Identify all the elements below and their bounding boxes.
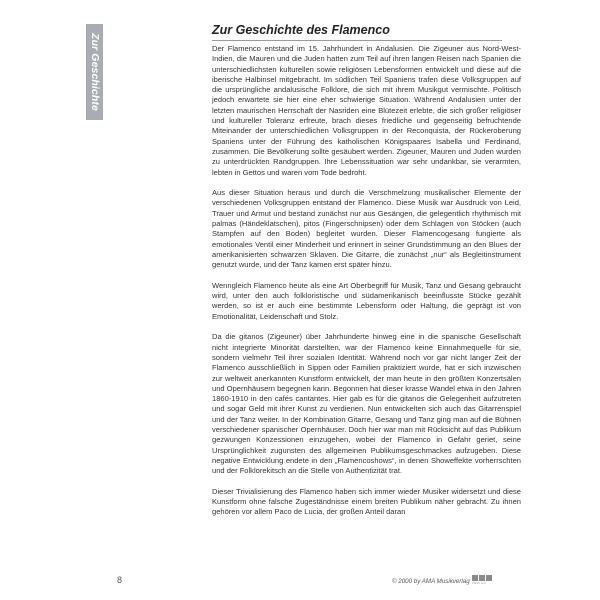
paragraph: Aus dieser Situation heraus und durch die Verschmelzung musikalischer Elemente der verschiedenen Volksgruppen entstand der Flamenco. Diese Musik war Ausdruck von Leid, Trauer und Armut und bestand zunächst nur aus Gesängen, die gelegentlich rhythmisch mit palmas (Händeklatschen), pitos (Fingerschnipsen) oder dem Schlagen von Stöcken (auch Stampfen auf den Boden) begleitet wurden. Dieser Flamencogesang fungierte als emotionales Ventil einer Minderheit und erinnert in seiner Grundstimmung an den Blues der amerikanisierten schwarzen Sklaven. Die Gitarre, die zunächst „nur“ als Begleitinstrument genutzt wurde, und der Tanz kamen erst später hinzu.	[212, 188, 521, 270]
page-title: Zur Geschichte des Flamenco	[212, 23, 502, 41]
paragraph: Dieser Trivialisierung des Flamenco haben sich immer wieder Musiker widersetzt und diese Kunstform ohne falsche Zugeständnisse einem breiten Publikum näher gebracht. Zu ihnen gehören vor allem Paco de Lucia, der großen Anteil daran	[212, 486, 521, 517]
paragraph: Der Flamenco entstand im 15. Jahrhundert in Andalusien. Die Zigeuner aus Nord-West-Indien, die Mauren und die Juden hatten zum Teil auf ihren langen Reisen nach Spanien die unterschiedlichsten kulturellen sowie religiösen Lebensformen entwickelt und diese auf die iberische Halbinsel mitgebracht. Im südlichen Teil Spaniens trafen diese Volksgruppen auf die ursprüngliche andalusische Folklore, die sich mit ihrem Musikgut vermischte. Politisch jedoch erwartete sie hier eine eher schwierige Situation. Während Andalusien unter der letzten maurischen Herrschaft der Nasriden eine Blütezeit erlebte, die sich großer religiöser und kultureller Toleranz erfreute, brach dieses friedliche und gegenseitig befruchtende Miteinander der unterschiedlichen Volksgruppen in der Reconquista, der Rückeroberung Spaniens unter der Führung des katholischen Königspaares Isabella und Ferdinand, zusammen. Die Bevölkerung sollte gesäubert werden. Zigeuner, Mauren und Juden wurden zu unterdrückten Randgruppen. Ihre Lebenssituation war sehr undankbar, sie verarmten, lebten in Gettos und waren vom Tode bedroht.	[212, 44, 521, 177]
paragraph: Wenngleich Flamenco heute als eine Art Oberbegriff für Musik, Tanz und Gesang gebraucht wird, unter den auch folkloristische und südamerikanisch beeinflusste Stücke gezählt werden, so ist er auch eine bestimmte Lebensform oder Haltung, die geprägt ist von Emotionalität, Leidenschaft und Stolz.	[212, 280, 521, 321]
body-text	[212, 44, 521, 528]
copyright-notice: © 2000 by AMA Musikverlag	[392, 578, 470, 585]
publisher-logo-icon	[472, 575, 492, 586]
chapter-side-tab-label: Zur Geschichte	[88, 33, 101, 111]
paragraph: Da die gitanos (Zigeuner) über Jahrhunderte hinweg eine in die spanische Gesellschaft nicht integrierte Minorität darstellten, war der Flamenco keine Einnahmequelle für sie, sondern vielmehr Teil ihrer sozialen Identität. Während noch vor gar nicht langer Zeit der Flamenco ausschließlich in Sippen oder Familien praktiziert wurde, hat er sich inzwischen zur weltweit anerkannten Kunstform entwickelt, der man heute in den größten Konzertsälen und Opernhäusern begegnen kann. Begonnen hat dieser krasse Wandel etwa in den Jahren 1860-1910 in den cafés cantantes. Hier gab es für die gitanos die Gelegenheit aufzutreten und sogar Geld mit ihrer Kunst zu verdienen. Nun entwickelten sich auch das Gitarrenspiel und der Tanz weiter. In der Kombination Gitarre, Gesang und Tanz ging man auf die Bühnen verschiedener spanischer Opernhäuser. Doch hier war man mit Rücksicht auf das Publikum gezwungen Konzessionen einzugehen, wobei der Flamenco in Gefahr geriet, seine Ursprünglichkeit zugunsten des allgemeinen Publikumsgeschmackes aufzugeben. Diese negative Entwicklung endete in den „Flamencoshows“, in denen Showeffekte vorherrschten und der Folklorekitsch an die Stelle von Authentizität trat.	[212, 332, 521, 476]
page-number: 8	[117, 575, 123, 585]
publisher-logo-subtext: VERLAG	[472, 582, 487, 585]
chapter-side-tab	[86, 24, 103, 120]
